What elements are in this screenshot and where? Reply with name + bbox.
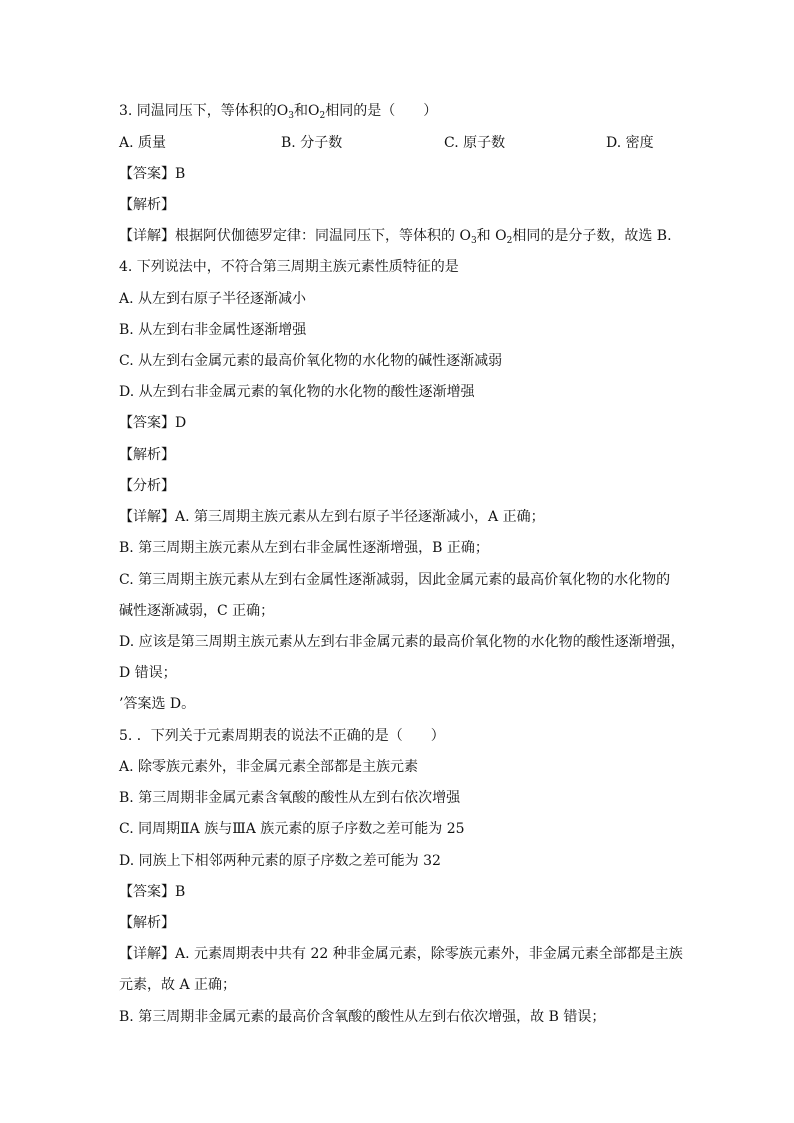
q4-option-d: D. 从左到右非金属元素的氧化物的水化物的酸性逐渐增强 (119, 384, 475, 400)
q5-option-c: C. 同周期ⅡA 族与ⅢA 族元素的原子序数之差可能为 25 (119, 821, 465, 837)
q3-answer: 【答案】B (119, 166, 186, 182)
q5-answer: 【答案】B (119, 884, 186, 900)
q3-stem: 3. 同温同压下，等体积的$O_3$和$O_2$相同的是（ ） (119, 103, 438, 121)
q4-detail-line: ’答案选 D。 (119, 696, 196, 712)
q5-option-d: D. 同族上下相邻两种元素的原子序数之差可能为 32 (119, 853, 441, 869)
q3-option-c: C. 原子数 (444, 135, 506, 151)
q3-detail: 【详解】根据阿伏伽德罗定律：同温同压下，等体积的 $O_3$和 $O_2$相同的是分子数，故选 B. (119, 228, 672, 246)
q5-detail-line: 元素，故 A 正确； (119, 977, 237, 993)
q4-detail-line: B. 第三周期主族元素从左到右非金属性逐渐增强，B 正确； (119, 540, 489, 556)
q5-option-b: B. 第三周期非金属元素含氧酸的酸性从左到右依次增强 (119, 790, 461, 806)
q4-analysis-heading: 【解析】 (119, 447, 175, 463)
q4-detail-line: D. 应该是第三周期主族元素从左到右非金属元素的最高价氧化物的水化物的酸性逐渐增强， (119, 634, 685, 650)
q5-option-a: A. 除零族元素外，非金属元素全部都是主族元素 (119, 759, 419, 775)
q4-detail-line: 碱性逐渐减弱，C 正确； (119, 603, 275, 619)
q4-answer: 【答案】D (119, 415, 187, 431)
q3-option-a: A. 质量 (119, 135, 167, 151)
q5-analysis-heading: 【解析】 (119, 915, 175, 931)
q4-detail-line: 【详解】A. 第三周期主族元素从左到右原子半径逐渐减小，A 正确； (119, 509, 545, 525)
q4-detail-line: D 错误； (119, 665, 177, 681)
q3-option-b: B. 分子数 (281, 135, 343, 151)
q5-detail-line: 【详解】A. 元素周期表中共有 22 种非金属元素，除零族元素外，非金属元素全部都是主族 (119, 946, 683, 962)
q4-option-a: A. 从左到右原子半径逐渐减小 (119, 291, 307, 307)
q4-detail-line: C. 第三周期主族元素从左到右金属性逐渐减弱，因此金属元素的最高价氧化物的水化物的 (119, 572, 671, 588)
q4-option-c: C. 从左到右金属元素的最高价氧化物的水化物的碱性逐渐减弱 (119, 353, 503, 369)
q5-stem: 5. ．下列关于元素周期表的说法不正确的是（ ） (119, 728, 445, 744)
q3-option-d: D. 密度 (606, 135, 654, 151)
q4-option-b: B. 从左到右非金属性逐渐增强 (119, 322, 307, 338)
q5-detail-line: B. 第三周期非金属元素的最高价含氧酸的酸性从左到右依次增强，故 B 错误； (119, 1009, 606, 1025)
q3-analysis-heading: 【解析】 (119, 197, 175, 213)
q4-stem: 4. 下列说法中，不符合第三周期主族元素性质特征的是 (119, 259, 459, 275)
q4-fenxi-heading: 【分析】 (119, 478, 175, 494)
